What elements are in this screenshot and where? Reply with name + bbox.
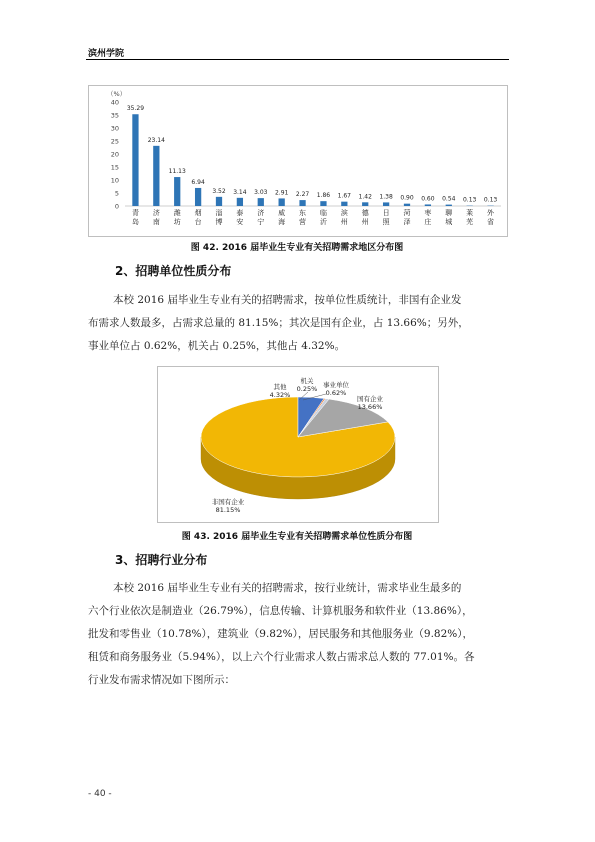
unit-nature-pie-chart-svg (158, 367, 438, 522)
bar-value-label: 2.91 (274, 189, 289, 197)
x-category-label: 南 (152, 218, 160, 226)
bar-临沂 (320, 201, 326, 206)
x-category-label: 烟 (194, 209, 202, 217)
y-tick-label: 35 (110, 111, 119, 120)
pie-label-government: 0.25% (296, 385, 318, 393)
x-category-label: 坊 (173, 218, 181, 226)
x-category-label: 海 (278, 218, 286, 226)
x-category-label: 莱 (466, 209, 474, 217)
paragraph-line: 租赁和商务服务业（5.94%），以上六个行业需求人数占需求总人数的 77.01%。各 (88, 651, 475, 663)
bar-青岛 (132, 114, 138, 206)
x-category-label: 枣 (424, 209, 432, 217)
bar-value-label: 23.14 (147, 136, 165, 144)
paragraph-line: 六个行业依次是制造业（26.79%），信息传输、计算机服务和软件业（13.86%）， (88, 605, 473, 617)
x-category-label: 滨 (340, 209, 348, 217)
pie-label-state-owned: 13.66% (357, 403, 383, 411)
x-category-label: 台 (194, 218, 202, 226)
pie-label-government: 机关 (300, 377, 314, 385)
pie-label-public-institution: 事业单位 (323, 381, 349, 389)
x-category-label: 营 (299, 218, 307, 226)
x-category-label: 日 (382, 209, 390, 217)
x-category-label: 沂 (319, 218, 327, 226)
x-category-label: 泰 (236, 209, 244, 217)
x-category-label: 岛 (131, 218, 139, 226)
bar-value-label: 3.03 (254, 189, 268, 197)
paragraph-line: 本校 2016 届毕业生专业有关的招聘需求，按单位性质统计，非国有企业发 (113, 294, 462, 306)
bar-菏泽 (404, 204, 410, 206)
paragraph-line: 批发和零售业（10.78%），建筑业（9.82%），居民服务和其他服务业（9.82%）， (88, 628, 473, 640)
x-category-label: 州 (340, 218, 348, 226)
x-category-label: 菏 (403, 209, 411, 217)
x-category-label: 芜 (466, 218, 474, 226)
bar-value-label: 6.94 (191, 178, 205, 186)
bar-value-label: 0.13 (462, 196, 477, 204)
x-category-label: 东 (299, 209, 307, 217)
bar-value-label: 3.14 (233, 188, 247, 196)
x-category-label: 临 (319, 209, 327, 217)
bar-value-label: 1.42 (358, 193, 372, 201)
y-tick-label: 15 (110, 163, 119, 172)
bar-济宁 (258, 198, 264, 206)
y-tick-label: 30 (110, 124, 119, 133)
pie-label-state-owned: 国有企业 (357, 395, 383, 403)
bar-value-label: 2.27 (295, 191, 310, 199)
pie-label-non-state: 81.15% (215, 506, 241, 514)
bar-烟台 (195, 188, 201, 206)
x-category-label: 安 (236, 218, 244, 226)
bar-泰安 (237, 198, 243, 206)
bar-威海 (279, 198, 285, 206)
bar-value-label: 0.13 (483, 196, 498, 204)
bar-value-label: 35.29 (126, 105, 145, 113)
bar-value-label: 0.54 (442, 195, 456, 203)
y-tick-label: 25 (110, 137, 119, 146)
bar-枣庄 (425, 204, 431, 206)
y-tick-label: 0 (114, 202, 119, 211)
y-axis-unit-label: （%） (107, 90, 127, 98)
x-category-label: 青 (131, 209, 139, 217)
x-category-label: 潍 (173, 209, 181, 217)
pie-label-other: 4.32% (269, 391, 291, 399)
bar-value-label: 3.52 (212, 187, 226, 195)
bar-滨州 (341, 202, 347, 206)
x-category-label: 泽 (403, 218, 411, 226)
x-category-label: 庄 (424, 218, 432, 226)
figure-42-caption: 图 42. 2016 届毕业生专业有关招聘需求地区分布图 (190, 243, 404, 253)
x-category-label: 德 (361, 209, 369, 217)
header-rule (86, 59, 509, 60)
x-category-label: 城 (445, 218, 453, 226)
bar-value-label: 0.60 (421, 195, 435, 203)
x-category-label: 宁 (257, 218, 265, 226)
paragraph-line: 事业单位占 0.62%，机关占 0.25%，其他占 4.32%。 (88, 340, 346, 352)
bar-value-label: 0.90 (400, 194, 414, 202)
y-tick-label: 40 (110, 98, 119, 107)
paragraph-line: 行业发布需求情况如下图所示： (88, 674, 235, 686)
x-category-label: 博 (215, 218, 223, 226)
pie-label-non-state: 非国有企业 (211, 498, 245, 506)
section-heading-unit-nature: 2、招聘单位性质分布 (115, 264, 232, 278)
figure-43-caption: 图 43. 2016 届毕业生专业有关招聘需求单位性质分布图 (181, 532, 413, 542)
x-category-label: 州 (361, 218, 369, 226)
bar-日照 (383, 202, 389, 206)
y-tick-label: 10 (110, 176, 119, 185)
pie-label-public-institution: 0.62% (325, 389, 347, 397)
bar-value-label: 11.13 (168, 168, 186, 176)
header-title: 滨州学院 (88, 49, 125, 59)
x-category-label: 济 (152, 209, 160, 217)
bar-淄博 (216, 197, 222, 206)
bar-东营 (299, 200, 305, 206)
region-bar-chart-svg (89, 86, 507, 236)
bar-潍坊 (174, 177, 180, 206)
paragraph-line: 本校 2016 届毕业生专业有关的招聘需求，按行业统计，需求毕业生最多的 (113, 582, 462, 594)
pie-label-other: 其他 (273, 383, 287, 391)
bar-济南 (153, 146, 159, 206)
bar-德州 (362, 202, 368, 206)
x-category-label: 济 (257, 209, 265, 217)
x-category-label: 淄 (215, 209, 223, 217)
y-tick-label: 5 (114, 189, 119, 198)
bar-value-label: 1.86 (316, 192, 331, 200)
page-number: - 40 - (88, 789, 112, 799)
region-bar-chart (88, 85, 508, 237)
bar-聊城 (446, 205, 452, 206)
y-tick-label: 20 (110, 150, 119, 159)
x-category-label: 聊 (445, 209, 453, 217)
x-category-label: 外 (487, 209, 495, 217)
section-heading-industry: 3、招聘行业分布 (115, 553, 208, 567)
unit-nature-pie-chart (157, 366, 439, 523)
bar-value-label: 1.38 (379, 193, 393, 201)
x-category-label: 威 (278, 209, 286, 217)
bar-value-label: 1.67 (337, 192, 352, 200)
x-category-label: 照 (382, 218, 390, 226)
x-category-label: 省 (487, 218, 495, 226)
paragraph-line: 布需求人数最多，占需求总量的 81.15%；其次是国有企业，占 13.66%；另外， (88, 317, 469, 329)
